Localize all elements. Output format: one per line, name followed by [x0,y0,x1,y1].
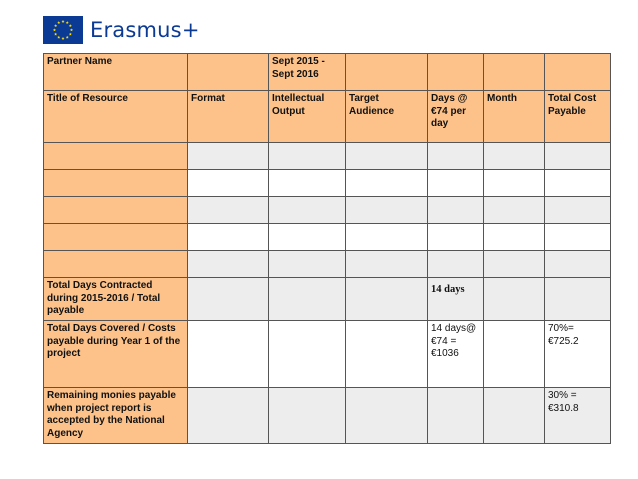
flag-star [53,28,56,31]
table-cell[interactable] [346,321,428,388]
table-cell[interactable] [269,251,346,278]
cost-value[interactable]: 30% = €310.8 [545,388,611,444]
table-cell[interactable] [44,143,188,170]
table-cell[interactable] [346,224,428,251]
row-label: Total Days Contracted during 2015-2016 / Total payable [44,278,188,321]
row-label: Remaining monies payable when project report is accepted by the National Agency [44,388,188,444]
table-cell[interactable] [346,388,428,444]
brand-name: Erasmus+ [90,18,200,42]
table-cell[interactable] [346,143,428,170]
table-cell[interactable] [269,143,346,170]
table-cell[interactable] [188,251,269,278]
column-header: Days @ €74 per day [428,91,484,143]
table-cell[interactable] [44,251,188,278]
table-cell[interactable] [484,224,545,251]
flag-star [61,37,64,40]
table-cell[interactable] [269,321,346,388]
table-cell[interactable] [44,197,188,224]
table-cell[interactable] [484,388,545,444]
flag-star [61,20,64,23]
column-header: Total Cost Payable [545,91,611,143]
erasmus-logo [43,14,200,46]
table-cell[interactable] [428,197,484,224]
table-cell[interactable] [188,224,269,251]
table-cell [545,54,611,91]
flag-star [66,36,69,39]
table-row [44,54,611,91]
column-header: Target Audience [346,91,428,143]
table-cell[interactable] [484,197,545,224]
table-cell[interactable] [188,197,269,224]
days-value[interactable] [428,388,484,444]
table-cell [346,54,428,91]
flag-star [69,24,72,27]
column-header: Intellectual Output [269,91,346,143]
table-cell[interactable] [428,170,484,197]
table-cell [484,54,545,91]
table-cell[interactable] [484,170,545,197]
column-header: Month [484,91,545,143]
total-days-row [44,278,611,321]
flag-star [54,24,57,27]
cost-value[interactable]: 70%= €725.2 [545,321,611,388]
cost-table [43,53,611,444]
flag-star [57,36,60,39]
table-cell[interactable] [428,251,484,278]
column-header: Format [188,91,269,143]
table-cell[interactable] [346,170,428,197]
table-cell[interactable] [188,388,269,444]
table-cell[interactable] [545,224,611,251]
table-cell[interactable] [484,321,545,388]
table-cell[interactable] [44,224,188,251]
remaining-row [44,388,611,444]
table-cell[interactable] [188,143,269,170]
table-cell[interactable] [346,278,428,321]
table-cell[interactable] [428,143,484,170]
table-cell[interactable] [188,321,269,388]
days-value[interactable]: 14 days [428,278,484,321]
flag-star [57,21,60,24]
table-cell[interactable] [269,224,346,251]
eu-flag-icon [43,16,83,44]
table-cell [188,54,269,91]
table-row [44,224,611,251]
table-cell[interactable] [484,278,545,321]
flag-star [66,21,69,24]
table-cell[interactable] [545,170,611,197]
table-cell [428,54,484,91]
table-cell[interactable] [545,251,611,278]
table-cell[interactable] [269,388,346,444]
table-cell[interactable] [484,143,545,170]
period-label: Sept 2015 - Sept 2016 [269,54,346,91]
cost-value[interactable] [545,278,611,321]
table-cell[interactable] [269,197,346,224]
table-cell[interactable] [484,251,545,278]
column-header: Title of Resource [44,91,188,143]
table-row [44,197,611,224]
days-covered-row [44,321,611,388]
table-cell[interactable] [188,170,269,197]
table-cell[interactable] [44,170,188,197]
days-value[interactable]: 14 days@ €74 = €1036 [428,321,484,388]
table-row [44,170,611,197]
table-cell[interactable] [269,170,346,197]
flag-star [69,33,72,36]
table-cell[interactable] [545,197,611,224]
table-cell[interactable] [188,278,269,321]
table-row [44,251,611,278]
table-cell[interactable] [346,251,428,278]
table-header-row [44,91,611,143]
table-cell[interactable] [269,278,346,321]
partner-name-label: Partner Name [44,54,188,91]
flag-star [70,28,73,31]
table-row [44,143,611,170]
table-cell[interactable] [428,224,484,251]
row-label: Total Days Covered / Costs payable during Year 1 of the project [44,321,188,388]
table-cell[interactable] [545,143,611,170]
table-cell[interactable] [346,197,428,224]
flag-star [54,33,57,36]
